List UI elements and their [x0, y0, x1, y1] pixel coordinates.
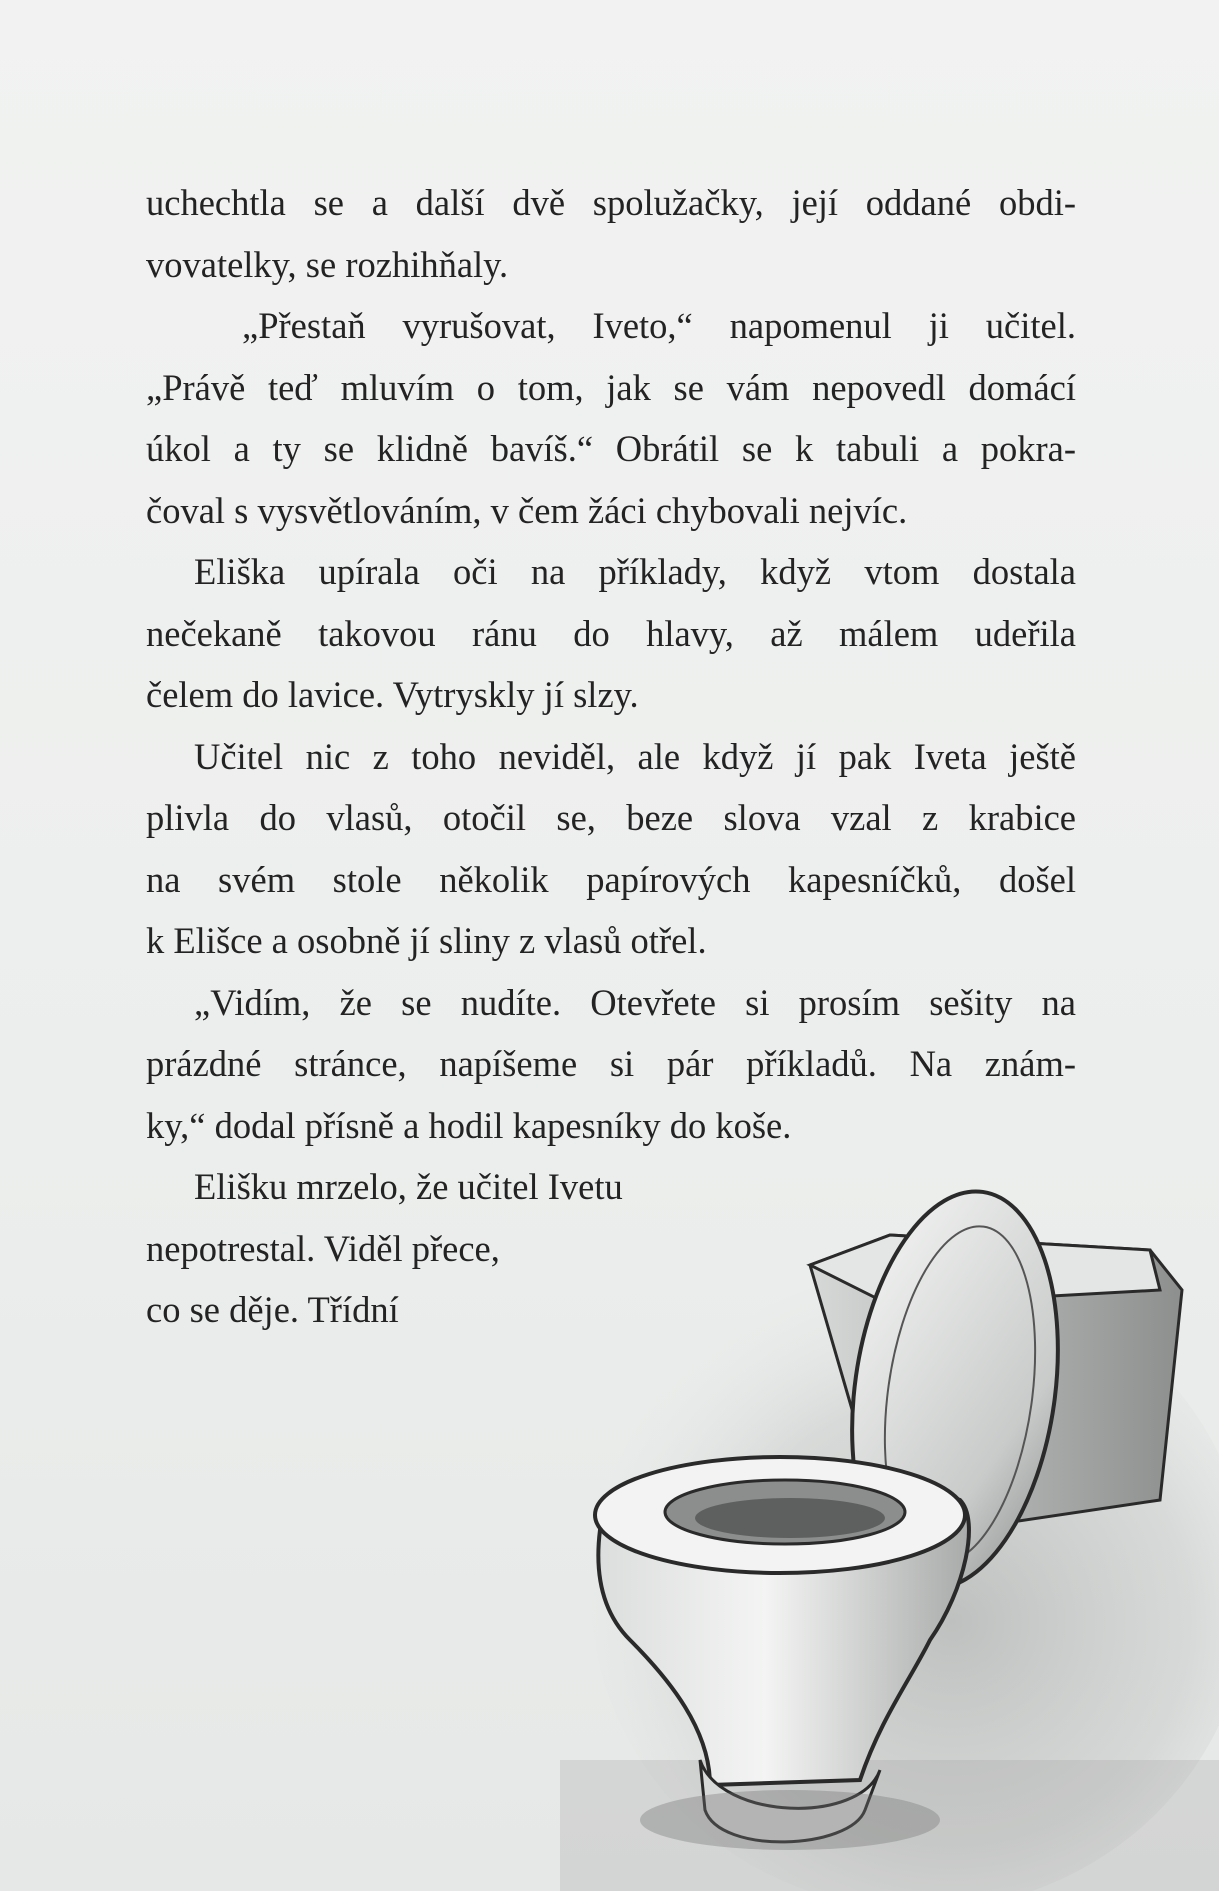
paragraph-2 — [146, 295, 1076, 357]
text-line: Eliška upírala oči na příklady, když vtom dostala — [194, 551, 1076, 592]
text-line: vovatelky, se rozhihňaly. — [146, 243, 509, 285]
text-line: Elišku mrzelo, že učitel Ivetu — [194, 1166, 623, 1207]
text-line: na svém stole několik papírových kapesníčků, došel — [146, 858, 1076, 900]
paragraph-5 — [146, 726, 1076, 972]
text-line: čelem do lavice. Vytryskly jí slzy. — [146, 674, 639, 715]
text-line: Učitel nic z toho neviděl, ale když jí pak Iveta ještě — [194, 735, 1076, 777]
text-line: plivla do vlasů, otočil se, beze slova vzal z krabice — [146, 797, 1076, 838]
paragraph-1 — [146, 172, 1076, 295]
text-line: prázdné stránce, napíšeme si pár příkladů. Na znám- — [146, 1043, 1076, 1084]
text-line: „Vidím, že se nudíte. Otevřete si prosím sešity na — [194, 981, 1076, 1023]
text-line: „Právě teď mluvím o tom, jak se vám nepovedl domácí — [146, 366, 1076, 408]
text-line: uchechtla se a další dvě spolužačky, její oddané obdi- — [146, 182, 1076, 223]
text-line: nepotrestal. Viděl přece, — [146, 1227, 500, 1269]
text-line: čoval s vysvětlováním, v čem žáci chybovali nejvíc. — [146, 489, 908, 531]
text-line: „Přestaň vyrušovat, Iveto,“ napomenul ji učitel. — [242, 305, 1076, 346]
toilet-illustration-icon — [560, 1120, 1219, 1891]
paragraph-3 — [146, 357, 1076, 542]
text-line: k Elišce a osobně jí sliny z vlasů otřel. — [146, 920, 707, 961]
paragraph-4 — [146, 541, 1076, 726]
text-line: co se děje. Třídní — [146, 1289, 399, 1330]
text-line: ky,“ dodal přísně a hodil kapesníky do koše. — [146, 1104, 792, 1146]
text-line: nečekaně takovou ránu do hlavy, až málem udeřila — [146, 612, 1076, 654]
text-line: úkol a ty se klidně bavíš.“ Obrátil se k tabuli a pokra- — [146, 428, 1076, 469]
